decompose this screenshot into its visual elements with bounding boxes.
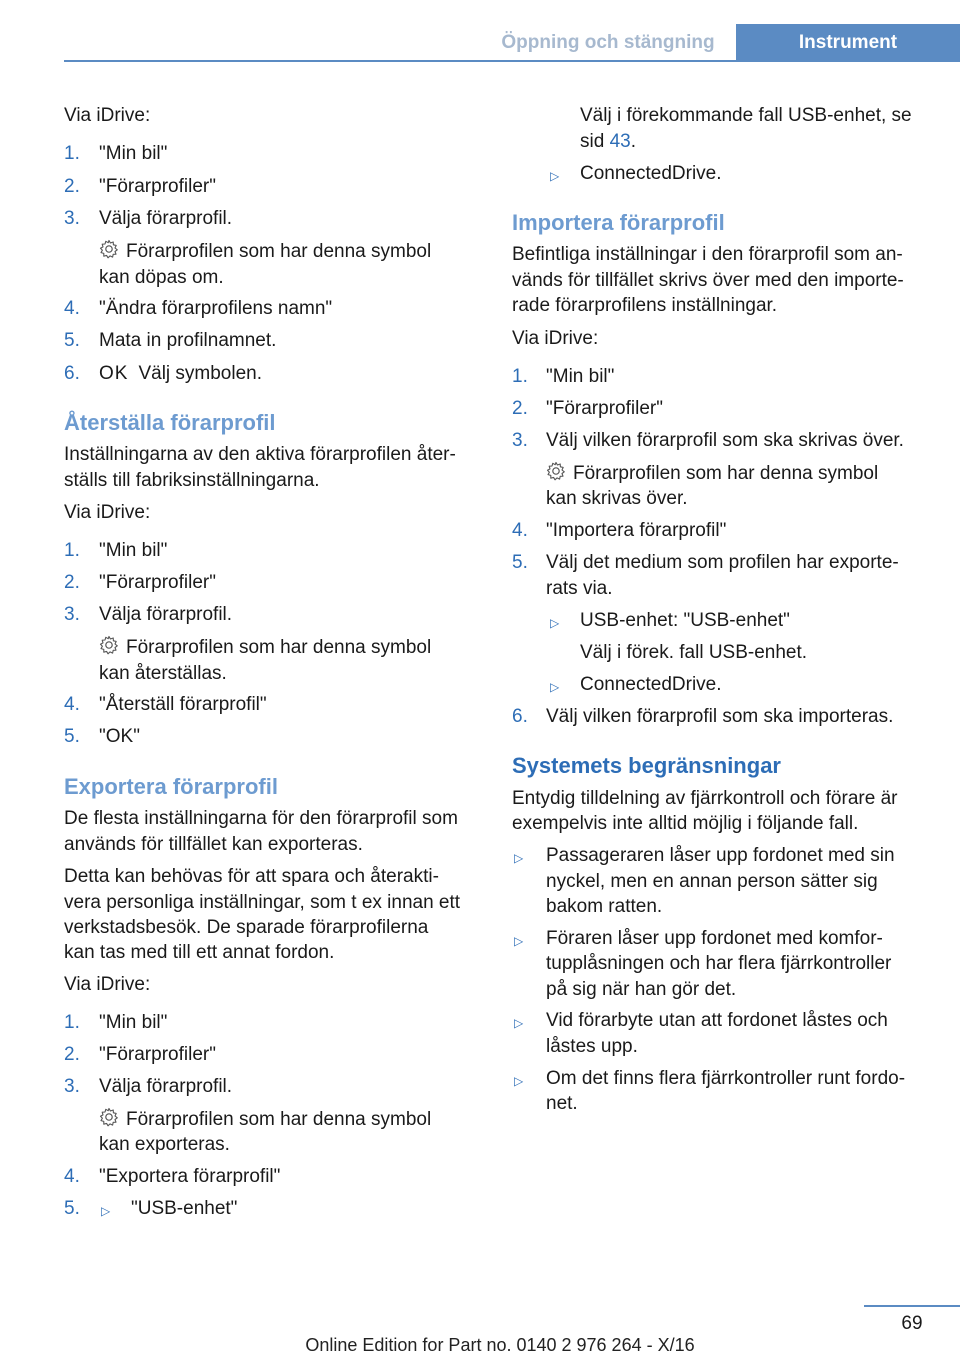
step-text: "Förarprofiler" [99,572,216,593]
step-number: 2. [512,398,528,419]
limits-paragraph: Entydig tilldelning av fjärrkontroll och förare är [512,788,898,809]
note-text: kan skrivas över. [546,488,688,509]
note-text: kan återställas. [99,663,227,684]
ok-symbol-icon: OK [99,363,129,384]
export-paragraph: De flesta inställningarna för den förarprofil som [64,808,458,829]
note-text: Förarprofilen som har denna symbol [126,241,432,262]
bullet-text: tupplåsningen och har flera fjärrkontroller [546,953,892,974]
step-note [99,635,431,661]
step-number: 3. [512,430,528,451]
step-number: 5. [512,552,528,573]
step-text: Välja förarprofil. [99,604,233,625]
step-number: 2. [64,572,80,593]
step-label: Välj symbolen. [138,363,263,384]
header-rule [64,60,960,62]
step-number: 3. [64,604,80,625]
step-number: 4. [64,1166,80,1187]
bullet-triangle-icon: ▷ [514,1074,524,1088]
step-number: 4. [512,520,528,541]
step-number: 4. [64,694,80,715]
note-text: Förarprofilen som har denna symbol [126,637,432,658]
step-number: 1. [64,143,80,164]
step-text: "Ändra förarprofilens namn" [99,298,333,319]
step-note [99,1107,431,1133]
limits-paragraph: exempelvis inte alltid möjlig i följande fall. [512,813,859,834]
export-paragraph: Detta kan behövas för att spara och återakti- [64,866,439,887]
step-note [546,461,878,487]
step-text: "Min bil" [99,540,168,561]
bullet-text: nyckel, men en annan person sätter sig [546,871,878,892]
step-number: 5. [64,330,80,351]
step-text: "USB-enhet" [131,1198,238,1219]
export-continued-text [580,129,636,155]
step-number: 5. [64,726,80,747]
step-number: 1. [64,1012,80,1033]
step-text: rats via. [546,578,613,599]
step-text: "Importera förarprofil" [546,520,727,541]
bullet-triangle-icon: ▷ [514,1016,524,1030]
step-number: 5. [64,1198,80,1219]
bullet-triangle-icon: ▷ [514,851,524,865]
gear-icon [99,635,119,655]
step-text: "Min bil" [99,1012,168,1033]
note-text: kan döpas om. [99,267,224,288]
step-text: Välj det medium som profilen har exporte- [546,552,899,573]
bullet-text: Om det finns flera fjärrkontroller runt fordo- [546,1068,906,1089]
limits-heading: Systemets begränsningar [512,753,781,778]
step-number: 3. [64,1076,80,1097]
step-number: 2. [64,176,80,197]
bullet-triangle-icon: ▷ [550,616,560,630]
step-text [99,361,262,387]
step-number: 6. [64,363,80,384]
export-paragraph: kan tas med till ett annat fordon. [64,942,335,963]
step-number: 1. [64,540,80,561]
step-text: "Förarprofiler" [99,176,216,197]
via-idrive-label: Via iDrive: [512,328,599,349]
gear-icon [99,239,119,259]
step-text: Välj vilken förarprofil som ska skrivas över. [546,430,904,451]
bullet-triangle-icon: ▷ [550,169,560,183]
import-heading: Importera förarprofil [512,210,725,235]
page-ref-suffix: . [630,131,636,152]
step-text: "Återställ förarprofil" [99,694,267,715]
page-number-rule [864,1305,960,1307]
export-paragraph: används för tillfället kan exporteras. [64,834,363,855]
via-idrive-label: Via iDrive: [64,502,151,523]
gear-icon [546,461,566,481]
bullet-triangle-icon: ▷ [550,680,560,694]
bullet-text: ConnectedDrive. [580,163,722,184]
note-text: Förarprofilen som har denna symbol [126,1109,432,1130]
step-text: "Min bil" [546,366,615,387]
export-paragraph: verkstadsbesök. De sparade förarprofilerna [64,917,429,938]
step-text: "OK" [99,726,140,747]
page-ref-prefix: sid [580,131,605,152]
page-number: 69 [901,1313,923,1334]
step-note [99,239,431,265]
step-text: Välj vilken förarprofil som ska importeras. [546,706,894,727]
via-idrive-label: Via iDrive: [64,105,151,126]
edition-footer: Online Edition for Part no. 0140 2 976 264 - X/16 [305,1335,695,1355]
bullet-triangle-icon: ▷ [514,934,524,948]
header-chapter-tab[interactable]: Instrument [736,24,960,61]
step-text: Välja förarprofil. [99,208,233,229]
bullet-text: bakom ratten. [546,896,663,917]
bullet-text: USB-enhet: "USB-enhet" [580,610,790,631]
step-text: "Min bil" [99,143,168,164]
bullet-text: Vid förarbyte utan att fordonet låstes och [546,1010,888,1031]
export-paragraph: vera personliga inställningar, som t ex innan ett [64,892,461,913]
bullet-text: Passageraren låser upp fordonet med sin [546,845,895,866]
import-paragraph: vänds för tillfället skrivs över med den importe- [512,270,904,291]
bullet-subtext: Välj i förek. fall USB-enhet. [580,642,808,663]
step-number: 2. [64,1044,80,1065]
step-text: "Exportera förarprofil" [99,1166,281,1187]
header-section-title: Öppning och stängning [501,32,715,53]
step-number: 1. [512,366,528,387]
bullet-text: ConnectedDrive. [580,674,722,695]
step-text: Mata in profilnamnet. [99,330,277,351]
import-paragraph: rade förarprofilens inställningar. [512,295,778,316]
reset-heading: Återställa förarprofil [64,410,276,435]
reset-paragraph: Inställningarna av den aktiva förarprofilen åter- [64,444,456,465]
step-number: 6. [512,706,528,727]
step-number: 4. [64,298,80,319]
page-ref-link[interactable]: 43 [609,131,631,152]
note-text: Förarprofilen som har denna symbol [573,463,879,484]
gear-icon [99,1107,119,1127]
bullet-triangle-icon: ▷ [101,1204,111,1218]
bullet-text: net. [546,1093,578,1114]
bullet-text: på sig när han gör det. [546,979,737,1000]
export-continued-text: Välj i förekommande fall USB-enhet, se [580,105,912,126]
import-paragraph: Befintliga inställningar i den förarprofil som an- [512,244,903,265]
step-text: Välja förarprofil. [99,1076,233,1097]
step-text: "Förarprofiler" [546,398,663,419]
bullet-text: låstes upp. [546,1036,638,1057]
step-number: 3. [64,208,80,229]
via-idrive-label: Via iDrive: [64,974,151,995]
note-text: kan exporteras. [99,1134,230,1155]
step-text: "Förarprofiler" [99,1044,216,1065]
export-heading: Exportera förarprofil [64,774,278,799]
reset-paragraph: ställs till fabriksinställningarna. [64,470,320,491]
bullet-text: Föraren låser upp fordonet med komfor- [546,928,883,949]
